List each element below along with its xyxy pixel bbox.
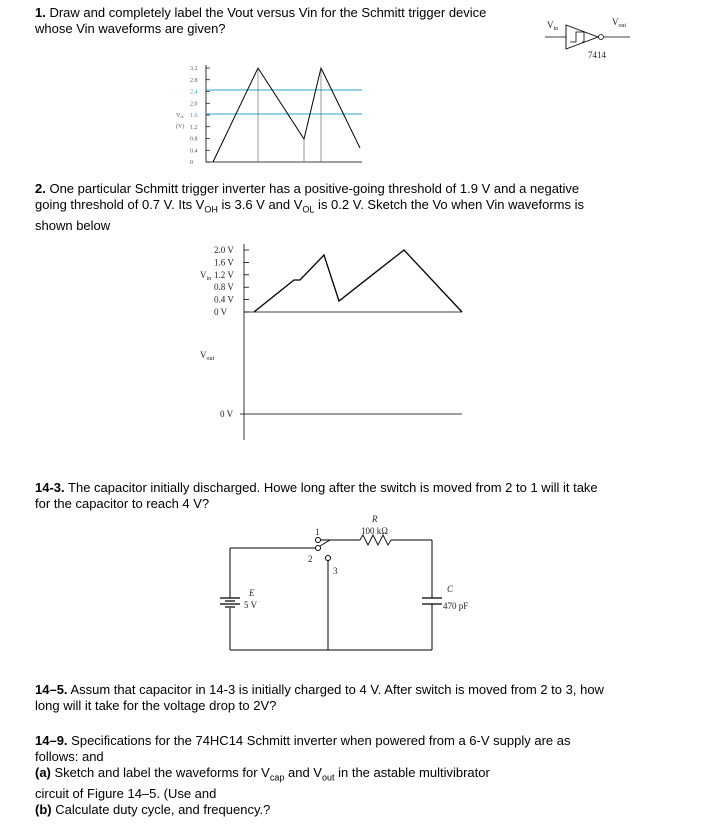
battery-label: E	[249, 588, 255, 598]
q2-line2c: is 0.2 V. Sketch the Vo when Vin waveforms is	[314, 197, 584, 212]
ic-triangle	[566, 25, 598, 49]
q2-vin-label: $V_{in}$	[200, 270, 212, 282]
q1-tick-label: 2.8	[190, 77, 198, 84]
ic-vin-label: $V_{in}$	[547, 20, 559, 32]
q2-vout-zero-label: 0 V	[220, 409, 234, 419]
switch-label-1: 1	[315, 527, 320, 537]
q1-waveform	[176, 65, 362, 166]
capacitor-value: 470 pF	[443, 601, 469, 611]
q5-number: 14–9.	[35, 733, 68, 748]
q2-vin-trace	[254, 250, 462, 312]
q1-tick-label: 0	[190, 160, 193, 166]
switch-contact-1	[316, 538, 321, 543]
switch-label-2: 2	[308, 554, 313, 564]
q3-number: 14-3.	[35, 480, 65, 495]
q2-tick-label: 1.6 V	[214, 257, 234, 268]
q2-vol-sub: OL	[302, 204, 315, 215]
q1-tick-label: 0.4	[190, 148, 198, 155]
q1-tick-label: 0.8	[190, 136, 198, 143]
resistor-zigzag	[360, 535, 391, 545]
q3-line2: for the capacitor to reach 4 V?	[35, 496, 210, 511]
q1-line2: whose Vin waveforms are given?	[35, 21, 226, 36]
q1-axis-unit: (V)	[176, 124, 185, 130]
switch-label-3: 3	[333, 566, 338, 576]
q1-axis-label: Vin	[176, 113, 184, 119]
q2-voh-sub: OH	[204, 204, 218, 215]
resistor-value: 100 kΩ	[361, 526, 388, 536]
q5-a-sub2: out	[321, 772, 335, 783]
q1-vin-trace	[213, 68, 360, 162]
q1-tick-label: 2.4	[190, 89, 198, 96]
q3-line1: The capacitor initially discharged. Howe long after the switch is moved from 2 to 1 will it take	[68, 480, 598, 495]
q5-a-label: (a)	[35, 765, 51, 780]
q4-line2: long will it take for the voltage drop to 2V?	[35, 698, 277, 713]
q5-a-text1: Sketch and label the waveforms for V	[54, 765, 270, 780]
q4-number: 14–5.	[35, 682, 68, 697]
q5-line2: follows: and	[35, 749, 104, 764]
q1-tick-group	[190, 66, 210, 166]
q2-number: 2.	[35, 181, 46, 196]
ic-vout-label: $V_{out}$	[612, 17, 627, 29]
q2-line2a: going threshold of 0.7 V. Its V	[35, 197, 205, 212]
q2-tick-label: 0.4 V	[214, 294, 234, 305]
q5-a-sub1: cap	[269, 772, 285, 783]
q2-tick-label: 0.8 V	[214, 282, 234, 293]
q5-line1: Specifications for the 74HC14 Schmitt inverter when powered from a 6-V supply are as	[71, 733, 571, 748]
q2-tick-label: 1.2 V	[214, 269, 234, 280]
resistor-label: R	[372, 514, 378, 524]
q2-line3: shown below	[35, 217, 111, 233]
q2-waveform	[200, 244, 462, 440]
rc-circuit-labels	[244, 514, 468, 611]
q5-b-label: (b)	[35, 801, 52, 817]
q1-tick-label: 3.2	[190, 66, 198, 72]
q5-a-text2: and V	[284, 765, 322, 780]
q5-a-text3: in the astable multivibrator	[334, 765, 490, 780]
switch-contact-3	[326, 556, 331, 561]
q2-line1: One particular Schmitt trigger inverter has a positive-going threshold of 1.9 V and a negative	[49, 181, 580, 196]
switch-blade	[320, 540, 330, 546]
q5-line4: circuit of Figure 14–5. (Use and	[35, 785, 217, 801]
ic-part-label: 7414	[588, 50, 606, 60]
schmitt-inverter-symbol	[545, 17, 630, 60]
q2-tick-label: 0 V	[214, 307, 228, 317]
hysteresis-icon	[570, 32, 584, 42]
q5-b-text: Calculate duty cycle, and frequency.?	[55, 801, 271, 817]
battery-value: 5 V	[244, 600, 258, 610]
q4-line1: Assum that capacitor in 14-3 is initially charged to 4 V. After switch is moved from 2 to 3, how	[70, 682, 604, 697]
capacitor-label: C	[447, 584, 454, 594]
q1-tick-label: 1.2	[190, 124, 198, 131]
q2-vout-label: $V_{out}$	[200, 350, 215, 362]
q1-line1: Draw and completely label the Vout versus Vin for the Schmitt trigger device	[49, 5, 487, 20]
q1-number: 1.	[35, 5, 46, 20]
q2-line2b: is 3.6 V and V	[217, 197, 303, 212]
q1-tick-label: 2.0	[190, 101, 198, 108]
switch-contact-2	[316, 546, 321, 551]
q1-tick-label: 1.6	[190, 113, 198, 119]
q2-tick-label: 2.0 V	[214, 245, 234, 255]
